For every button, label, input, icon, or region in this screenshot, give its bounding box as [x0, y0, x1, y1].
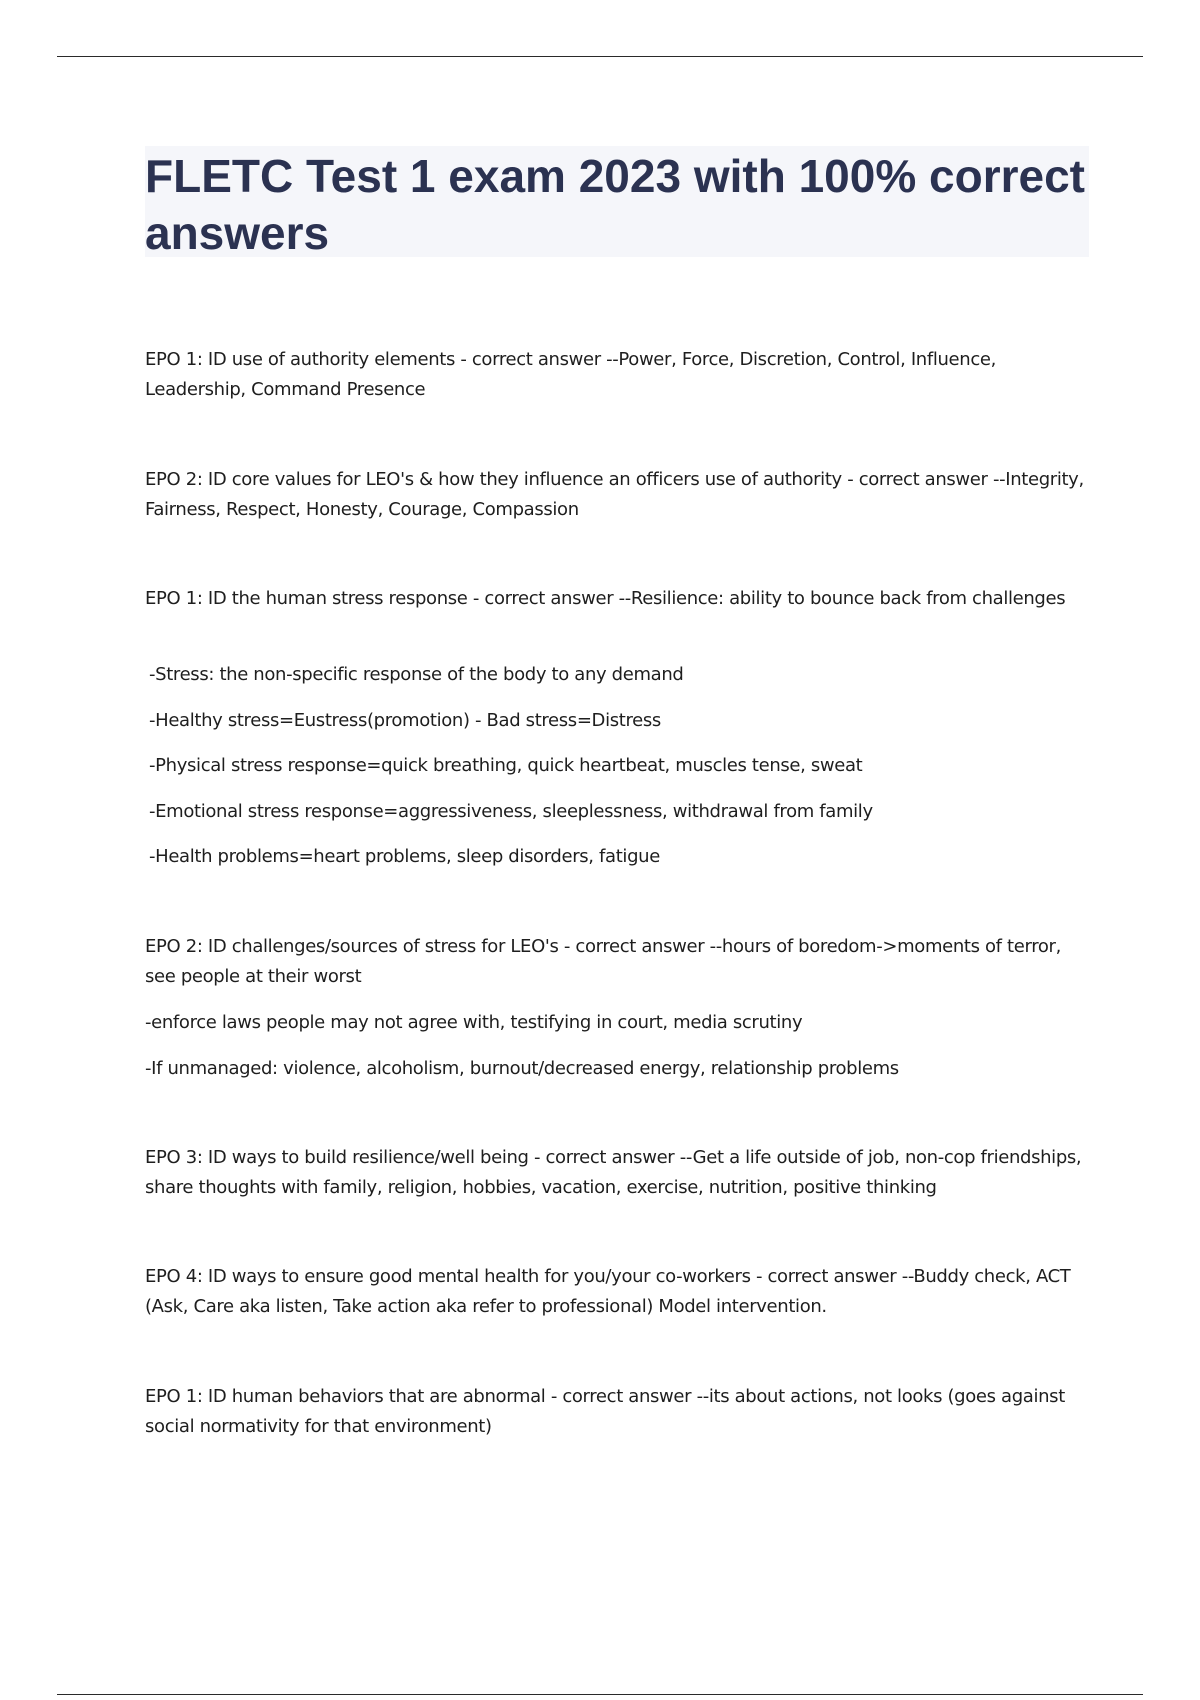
- top-rule: [57, 56, 1143, 57]
- qa-entry-3-bullet-3: -Physical stress response=quick breathing, quick heartbeat, muscles tense, sweat: [149, 755, 863, 776]
- qa-entry-3-bullet-2: -Healthy stress=Eustress(promotion) - Bad stress=Distress: [149, 710, 661, 731]
- qa-entry-3-bullet-5: -Health problems=heart problems, sleep disorders, fatigue: [149, 846, 660, 867]
- qa-entry-4: EPO 2: ID challenges/sources of stress for LEO's - correct answer --hours of boredom->moments of terror, see people at their worst: [145, 936, 1061, 987]
- qa-entry-4-bullet-1: -enforce laws people may not agree with, testifying in court, media scrutiny: [145, 1012, 803, 1033]
- bottom-rule: [57, 1694, 1143, 1695]
- qa-entry-6: EPO 4: ID ways to ensure good mental health for you/your co-workers - correct answer --Buddy check, ACT (Ask, Care aka listen, Take action aka refer to professional) Model intervention.: [145, 1266, 1071, 1317]
- qa-entry-3: EPO 1: ID the human stress response - correct answer --Resilience: ability to bounce back from challenges: [145, 588, 1066, 609]
- qa-entry-1: EPO 1: ID use of authority elements - correct answer --Power, Force, Discretion, Control, Influence, Leadership, Command Presence: [145, 349, 996, 400]
- qa-entry-2: EPO 2: ID core values for LEO's & how they influence an officers use of authority - correct answer --Integrity, Fairness, Respect, Honesty, Courage, Compassion: [145, 469, 1084, 520]
- qa-entry-4-bullet-2: -If unmanaged: violence, alcoholism, burnout/decreased energy, relationship problems: [145, 1058, 899, 1079]
- qa-entry-5: EPO 3: ID ways to build resilience/well being - correct answer --Get a life outside of job, non-cop friendships, share thoughts with family, religion, hobbies, vacation, exercise, nutrition, positive thinking: [145, 1147, 1082, 1198]
- qa-entry-3-bullet-4: -Emotional stress response=aggressiveness, sleeplessness, withdrawal from family: [149, 801, 873, 822]
- qa-entry-3-bullet-1: -Stress: the non-specific response of the body to any demand: [149, 664, 684, 685]
- document-title: FLETC Test 1 exam 2023 with 100% correct answers: [145, 150, 1085, 259]
- qa-entry-7: EPO 1: ID human behaviors that are abnormal - correct answer --its about actions, not looks (goes against social normativity for that environment): [145, 1386, 1065, 1437]
- title-banner: [145, 146, 1089, 257]
